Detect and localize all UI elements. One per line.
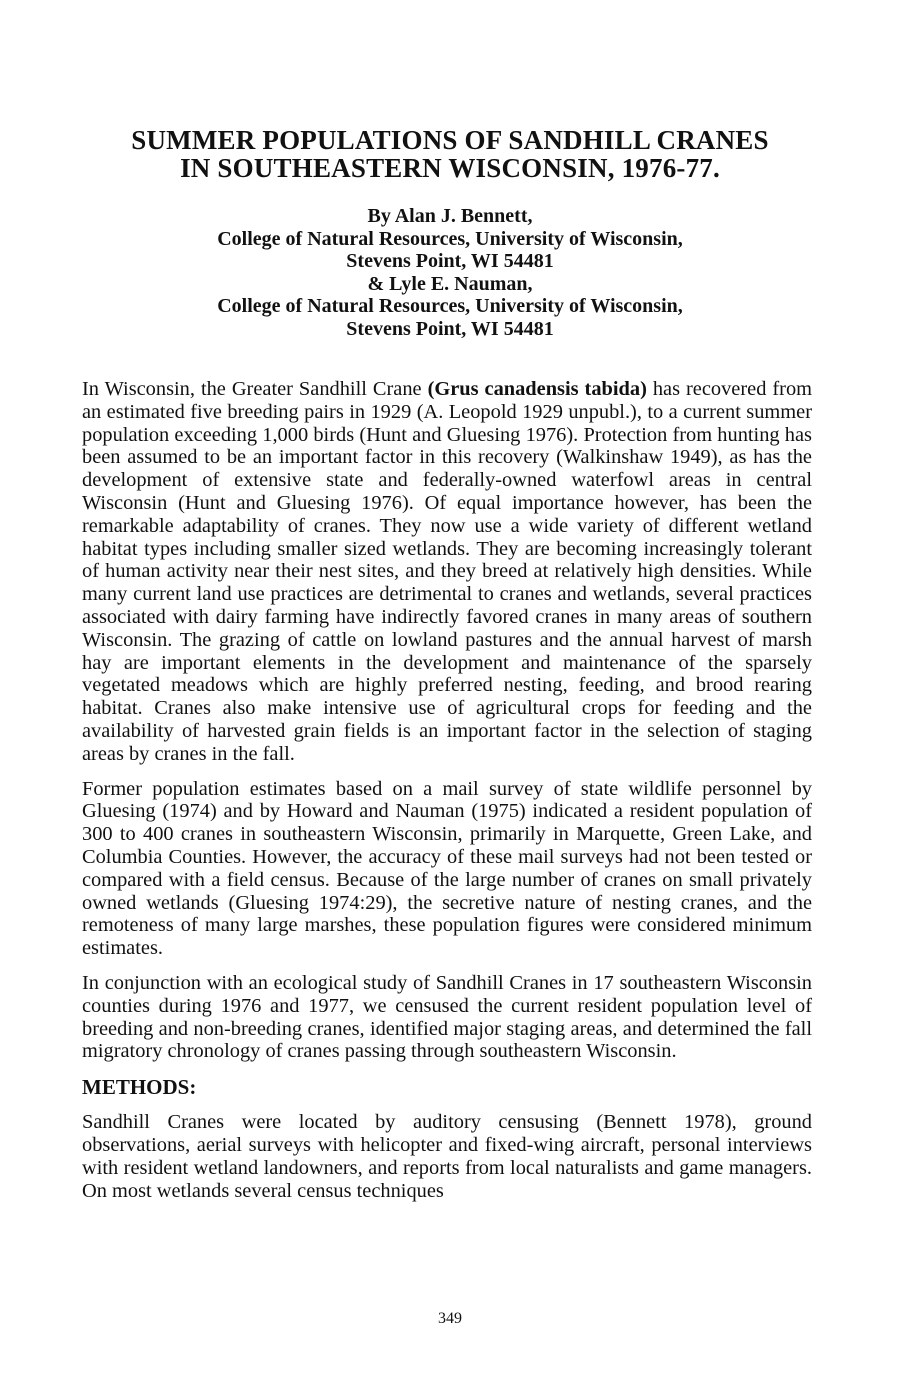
species-name: (Grus canadensis tabida) xyxy=(427,378,647,400)
author-1: By Alan J. Bennett, xyxy=(367,205,533,227)
author-1-address: Stevens Point, WI 54481 xyxy=(346,250,554,272)
paragraph-study-objectives: In conjunction with an ecological study of Sandhill Cranes in 17 southeastern Wisconsin counties during 1976 and 1977, we censused the current resident population level of breeding and non-breeding cranes, identified major staging areas, and determined the fall migratory chronology of cranes passing through southeastern Wisconsin. xyxy=(82,971,812,1063)
intro-text-rest: has recovered from an estimated five breeding pairs in 1929 (A. Leopold 1929 unpubl.), to a current summer population exceeding 1,000 birds (Hunt and Gluesing 1976). Protection from hunting has been assumed to be an important factor in this recovery (Walkinshaw 1949), as has the development of extensive state and federally-owned waterfowl areas in central Wisconsin (Hunt and Gluesing 1976). Of equal importance however, has been the remarkable adaptability of cranes. They now use a wide variety of different wetland habitat types including smaller sized wetlands. They are becoming increasingly tolerant of human activity near their nest sites, and they breed at relatively high densities. While many current land use practices are detrimental to cranes and wetlands, several practices associated with dairy farming have indirectly favored cranes in many areas of southern Wisconsin. The grazing of cattle on lowland pastures and the annual harvest of marsh hay are important elements in the development and maintenance of the sparsely vegetated meadows which are highly preferred nesting, feeding, and brood rearing habitat. Cranes also make intensive use of agricultural crops for feeding and the availability of harvested grain fields is an important factor in the selection of staging areas by cranes in the fall. xyxy=(82,378,812,765)
methods-heading: METHODS: xyxy=(82,1075,197,1100)
intro-text-start: In Wisconsin, the Greater Sandhill Crane xyxy=(82,378,428,400)
author-1-affiliation: College of Natural Resources, University of Wisconsin, xyxy=(217,227,683,250)
paragraph-introduction xyxy=(82,378,812,766)
author-2-address: Stevens Point, WI 54481 xyxy=(346,317,554,340)
author-block xyxy=(60,205,840,340)
paragraph-population-estimates: Former population estimates based on a mail survey of state wildlife personnel by Gluesing (1974) and by Howard and Nauman (1975) indicated a resident population of 300 to 400 cranes in southeastern Wisconsin, primarily in Marquette, Green Lake, and Columbia Counties. However, the accuracy of these mail surveys had not been tested or compared with a field census. Because of the large number of cranes on small privately owned wetlands (Gluesing 1974:29), the secretive nature of nesting cranes, and the remoteness of many large marshes, these population figures were considered minimum estimates. xyxy=(82,777,812,960)
title-line-1: SUMMER POPULATIONS OF SANDHILL CRANES xyxy=(131,125,769,155)
author-2-affiliation: College of Natural Resources, University of Wisconsin, xyxy=(217,295,683,317)
article-title xyxy=(60,126,840,182)
page-number: 349 xyxy=(438,1310,462,1327)
title-line-2: IN SOUTHEASTERN WISCONSIN, 1976-77. xyxy=(180,153,720,183)
paragraph-methods: Sandhill Cranes were located by auditory censusing (Bennett 1978), ground observations, aerial surveys with helicopter and fixed-wing aircraft, personal interviews with resident wetland landowners, and reports from local naturalists and game managers. On most wetlands several census techniques xyxy=(82,1111,812,1202)
author-2: & Lyle E. Nauman, xyxy=(367,272,533,295)
article-body xyxy=(82,378,812,1214)
